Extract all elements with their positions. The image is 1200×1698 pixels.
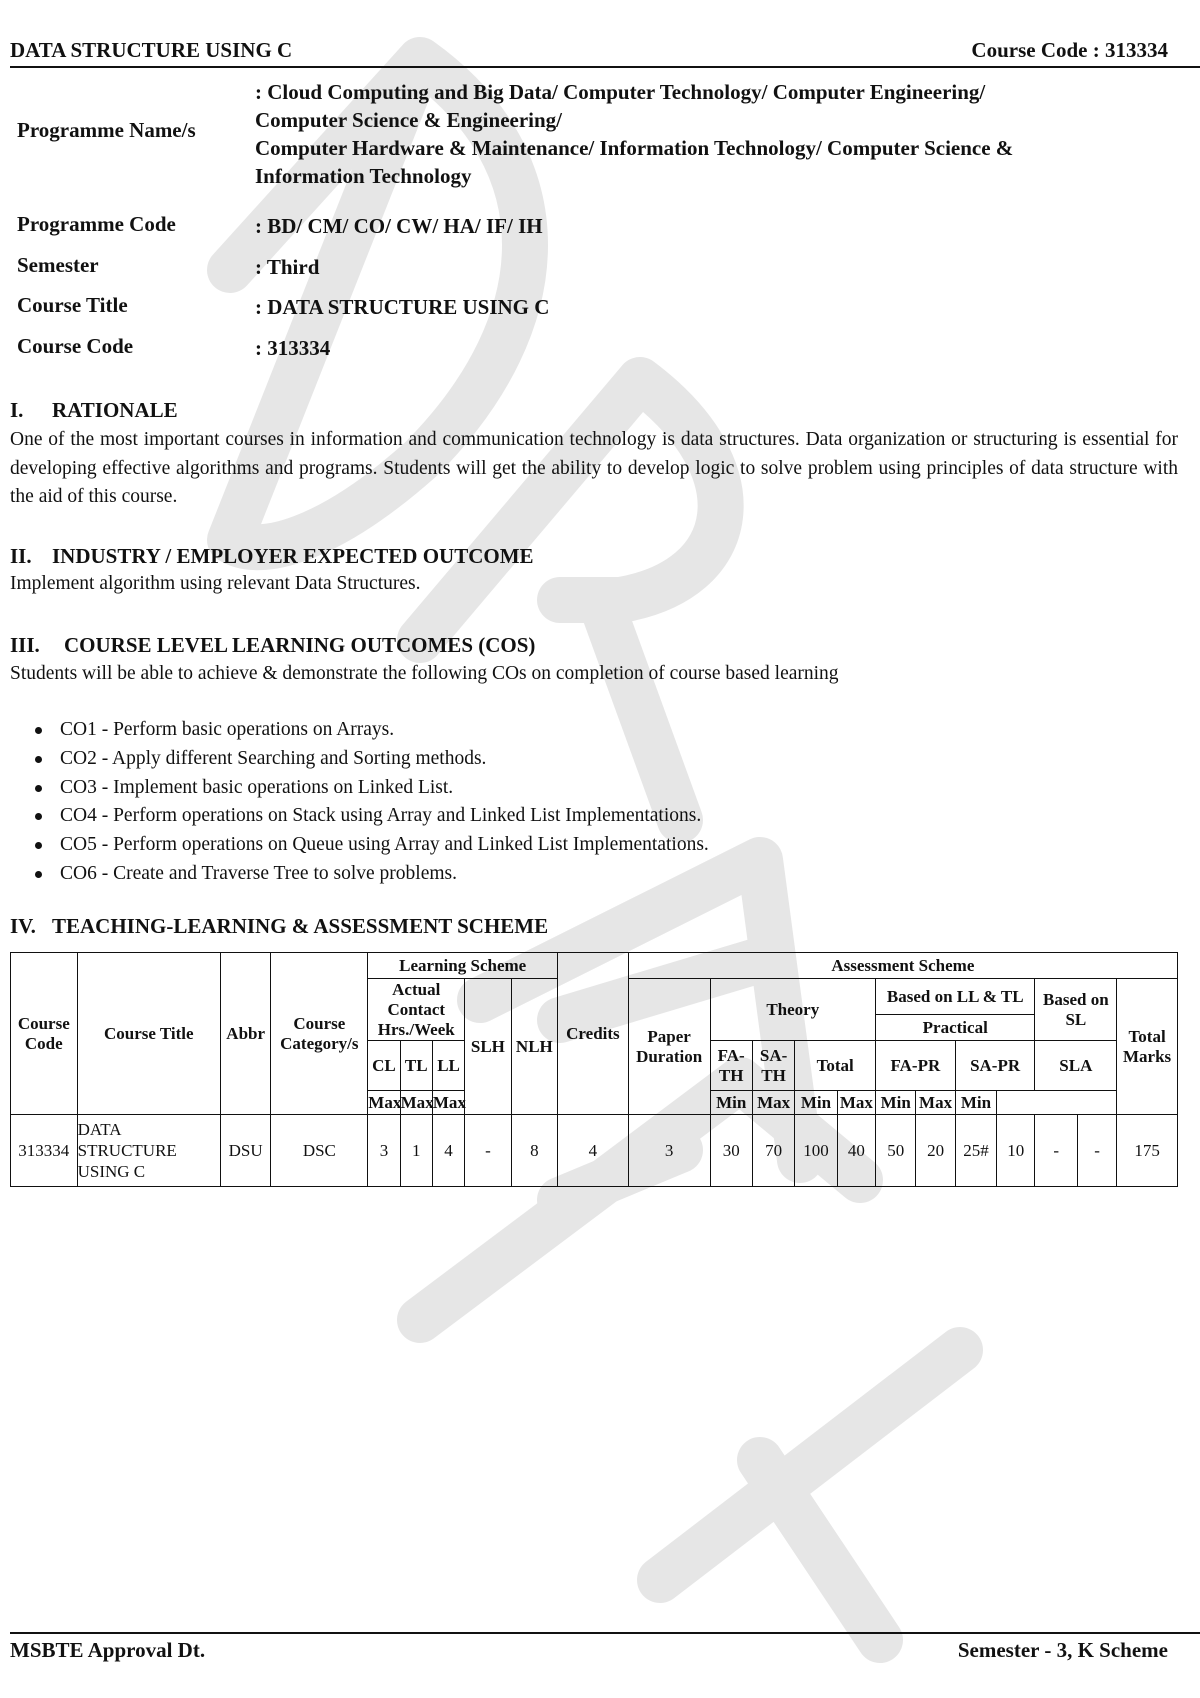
programme-name-line: : Cloud Computing and Big Data/ Computer Technology/ Computer Engineering/ bbox=[255, 80, 986, 104]
header-abbr: Abbr bbox=[220, 953, 270, 1115]
list-item bbox=[28, 802, 709, 831]
page-header bbox=[10, 38, 1200, 63]
course-title-label: Course Title bbox=[17, 293, 128, 317]
header-credits: Credits bbox=[558, 953, 629, 1115]
co-text: CO5 - Perform operations on Queue using Array and Linked List Implementations. bbox=[60, 834, 709, 856]
section-number: IV. bbox=[10, 914, 36, 938]
teaching-assessment-table bbox=[10, 952, 1178, 1187]
course-code-label: Course Code bbox=[17, 334, 134, 358]
semester-value: : Third bbox=[255, 255, 320, 279]
cell-course-title: DATA STRUCTURE USING C bbox=[77, 1115, 220, 1187]
programme-name-label: Programme Name/s bbox=[17, 118, 196, 142]
outcome-text: Implement algorithm using relevant Data Structures. bbox=[10, 573, 421, 594]
cell-nlh: 8 bbox=[511, 1115, 557, 1187]
header-max: Max bbox=[432, 1091, 464, 1115]
footer-approval: MSBTE Approval Dt. bbox=[10, 1638, 206, 1662]
header-sa-th: SA-TH bbox=[752, 1041, 794, 1091]
header-assessment-scheme: Assessment Scheme bbox=[628, 953, 1177, 979]
cell-sla-min: - bbox=[1077, 1115, 1116, 1187]
header-fa-pr: FA-PR bbox=[876, 1041, 956, 1091]
header-tl: TL bbox=[400, 1041, 432, 1091]
header-based-on-sl: Based on SL bbox=[1035, 979, 1117, 1041]
list-item bbox=[28, 831, 709, 860]
header-practical: Practical bbox=[876, 1015, 1035, 1041]
section-outcome-heading bbox=[10, 544, 534, 569]
programme-code-label: Programme Code bbox=[17, 212, 176, 236]
header-min: Min bbox=[955, 1091, 996, 1115]
section-title: TEACHING-LEARNING & ASSESSMENT SCHEME bbox=[52, 914, 549, 938]
header-actual-contact: Actual Contact Hrs./Week bbox=[368, 979, 465, 1041]
header-learning-scheme: Learning Scheme bbox=[368, 953, 558, 979]
footer-semester: Semester - 3, K Scheme bbox=[957, 1638, 1168, 1662]
course-code-value: : 313334 bbox=[255, 336, 331, 360]
bullet-icon bbox=[35, 785, 42, 792]
bullet-icon bbox=[35, 871, 42, 878]
cell-category: DSC bbox=[271, 1115, 368, 1187]
header-category: Course Category/s bbox=[271, 953, 368, 1115]
cell-credits: 4 bbox=[558, 1115, 629, 1187]
cell-fa-pr-max: 50 bbox=[876, 1115, 916, 1187]
programme-name-line: Computer Hardware & Maintenance/ Information Technology/ Computer Science & bbox=[255, 136, 1014, 160]
cell-sa-pr-max: 25# bbox=[955, 1115, 996, 1187]
co-text: CO3 - Implement basic operations on Linked List. bbox=[60, 776, 454, 798]
header-course-title: Course Title bbox=[77, 953, 220, 1115]
cell-total-max: 100 bbox=[795, 1115, 837, 1187]
section-title: RATIONALE bbox=[52, 398, 178, 422]
co-text: CO6 - Create and Traverse Tree to solve problems. bbox=[60, 862, 457, 884]
bullet-icon bbox=[35, 727, 42, 734]
header-ll: LL bbox=[432, 1041, 464, 1091]
programme-name-value bbox=[255, 78, 1013, 190]
cell-slh: - bbox=[465, 1115, 511, 1187]
header-nlh: NLH bbox=[511, 979, 557, 1115]
cell-total-marks: 175 bbox=[1117, 1115, 1178, 1187]
header-rule bbox=[10, 66, 1200, 68]
header-based-on-ll-tl: Based on LL & TL bbox=[876, 979, 1035, 1015]
co-text: CO4 - Perform operations on Stack using Array and Linked List Implementations. bbox=[60, 805, 702, 827]
cell-sla-max: - bbox=[1035, 1115, 1077, 1187]
bullet-icon bbox=[35, 756, 42, 763]
cell-fa-th-max: 30 bbox=[710, 1115, 752, 1187]
header-course-name: DATA STRUCTURE USING C bbox=[10, 38, 293, 62]
header-paper-duration: Paper Duration bbox=[628, 979, 710, 1115]
section-cos-heading bbox=[10, 633, 535, 658]
header-total-marks: Total Marks bbox=[1117, 979, 1178, 1115]
semester-label: Semester bbox=[17, 253, 99, 277]
header-course-code: Course Code bbox=[11, 953, 78, 1115]
header-max: Max bbox=[368, 1091, 400, 1115]
header-max: Max bbox=[916, 1091, 955, 1115]
page-footer bbox=[10, 1638, 1200, 1663]
header-max: Max bbox=[752, 1091, 794, 1115]
bullet-icon bbox=[35, 842, 42, 849]
cell-tl: 1 bbox=[400, 1115, 432, 1187]
list-item bbox=[28, 860, 709, 889]
cell-course-code: 313334 bbox=[11, 1115, 78, 1187]
cell-paper-duration: 3 bbox=[628, 1115, 710, 1187]
programme-code-value: : BD/ CM/ CO/ CW/ HA/ IF/ IH bbox=[255, 214, 543, 238]
header-cl: CL bbox=[368, 1041, 400, 1091]
section-scheme-heading bbox=[10, 914, 548, 939]
header-max: Max bbox=[837, 1091, 875, 1115]
section-rationale-heading bbox=[10, 398, 178, 423]
cell-fa-pr-min: 20 bbox=[916, 1115, 955, 1187]
cell-ll: 4 bbox=[432, 1115, 464, 1187]
header-min: Min bbox=[710, 1091, 752, 1115]
course-title-value: : DATA STRUCTURE USING C bbox=[255, 295, 550, 319]
section-number: II. bbox=[10, 544, 32, 568]
section-title: COURSE LEVEL LEARNING OUTCOMES (COS) bbox=[64, 633, 536, 657]
cos-intro-text: Students will be able to achieve & demonstrate the following COs on completion of course based learning bbox=[10, 663, 839, 684]
cell-sa-pr-min: 10 bbox=[997, 1115, 1035, 1187]
co-text: CO1 - Perform basic operations on Arrays. bbox=[60, 719, 395, 740]
header-sa-pr: SA-PR bbox=[955, 1041, 1035, 1091]
footer-rule bbox=[10, 1632, 1200, 1634]
section-number: I. bbox=[10, 398, 24, 422]
programme-name-line: Information Technology bbox=[255, 164, 472, 188]
header-min: Min bbox=[876, 1091, 916, 1115]
list-item bbox=[28, 716, 709, 745]
bullet-icon bbox=[35, 813, 42, 820]
header-max: Max bbox=[400, 1091, 432, 1115]
header-sla: SLA bbox=[1035, 1041, 1117, 1091]
cell-cl: 3 bbox=[368, 1115, 400, 1187]
list-item bbox=[28, 745, 709, 774]
section-number: III. bbox=[10, 633, 40, 657]
table-row bbox=[11, 1115, 1178, 1187]
header-theory: Theory bbox=[710, 979, 876, 1041]
cos-list bbox=[28, 716, 709, 889]
list-item bbox=[28, 774, 709, 803]
cell-abbr: DSU bbox=[220, 1115, 270, 1187]
programme-name-line: Computer Science & Engineering/ bbox=[255, 108, 563, 132]
header-total: Total bbox=[795, 1041, 876, 1091]
cell-sa-th-max: 70 bbox=[752, 1115, 794, 1187]
rationale-text: One of the most important courses in information and communication technology is data structures. Data organization or structuring is essential for developing effective algorithms and programs. Students will get the ability to develop logic to solve problem using principles of data structure with the aid of this course. bbox=[10, 429, 1178, 507]
header-course-code: Course Code : 313334 bbox=[971, 38, 1168, 62]
co-text: CO2 - Apply different Searching and Sorting methods. bbox=[60, 747, 487, 769]
header-fa-th: FA-TH bbox=[710, 1041, 752, 1091]
header-min: Min bbox=[795, 1091, 837, 1115]
header-slh: SLH bbox=[465, 979, 511, 1115]
cell-total-min: 40 bbox=[837, 1115, 875, 1187]
section-title: INDUSTRY / EMPLOYER EXPECTED OUTCOME bbox=[52, 544, 534, 568]
